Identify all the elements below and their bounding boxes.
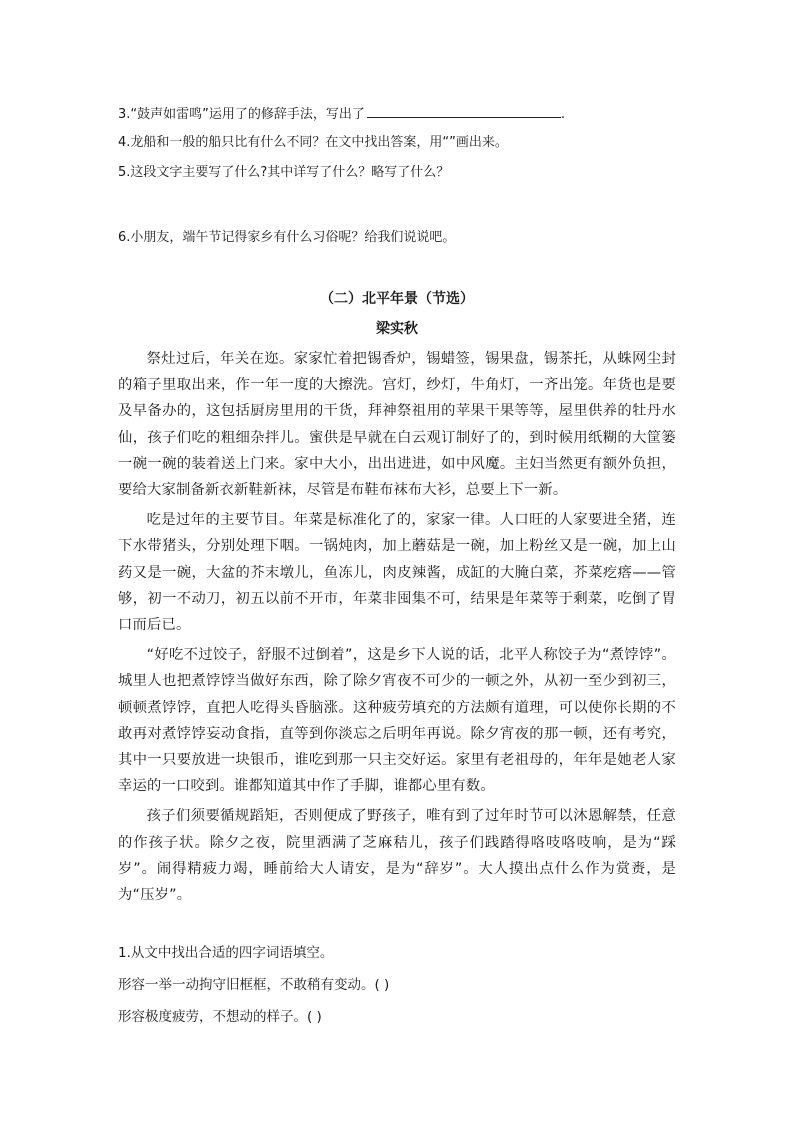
exercise-instruction: 1.从文中找出合适的四字词语填空。 [118,945,334,961]
question-5: 5.这段文字主要写了什么?其中详写了什么？略写了什么？ [118,165,450,180]
paragraph: “好吃不过饺子，舒服不过倒着”，这是乡下人说的话，北平人称饺子为“煮饽饽”。城里人也把煮饽饽当做好东西，除了除夕宵夜不可少的一顿之外，从初一至少到初三，顿顿煮饽饽，直把人吃得头昏脑涨。这种疲劳填充的方法颇有道理，可以使你长期的不敢再对煮饽饽妄动食指，直等到你淡忘之后明年再说。除夕宵夜的那一顿，还有考究，其中一只要放进一块银币，谁吃到那一只主交好运。家里有老祖母的，年年是她老人家幸运的一口咬到。谁都知道其中作了手脚，谁都心里有数。 [118,647,676,795]
answer-blank[interactable] [367,103,561,118]
question-3 [118,103,565,125]
section-title: （二）北平年景（节选） [320,291,474,307]
question-6: 6.小朋友，端午节记得家乡有什么习俗呢？给我们说说吧。 [118,230,456,245]
question-3-tail: . [560,107,566,122]
question-3-text: 3.“鼓声如雷鸣”运用了的修辞手法，写出了 [118,107,365,122]
exercise-item-1: 形容一举一动拘守旧框框，不敢稍有变动。( ) [118,977,390,993]
paragraph: 吃是过年的主要节目。年菜是标准化了的，家家一律。人口旺的人家要进全猪，连下水带猪头，分别处理下咽。一锅炖肉，加上蘑菇是一碗，加上粉丝又是一碗，加上山药又是一碗，大盆的芥末墩儿，鱼冻儿，肉皮辣酱，成缸的大腌白菜，芥菜疙瘩——管够，初一不动刀，初五以前不开市，年菜非囤集不可，结果是年菜等于剩菜，吃倒了胃口而后已。 [118,512,676,634]
article-body [118,346,676,912]
paragraph: 孩子们须要循规蹈矩，否则便成了野孩子，唯有到了过年时节可以沐恩解禁，任意的作孩子状。除夕之夜，院里洒满了芝麻秸儿，孩子们践踏得咯吱咯吱响，是为“踩岁”。闹得精疲力竭，睡前给大人请安，是为“辞岁”。大人摸出点什么作为赏赉，是为“压岁”。 [118,808,676,904]
section-author: 梁实秋 [376,321,418,337]
paragraph: 祭灶过后，年关在迩。家家忙着把锡香炉，锡蜡签，锡果盘，锡茶托，从蛛网尘封的箱子里取出来，作一年一度的大擦洗。宫灯，纱灯，牛角灯，一齐出笼。年货也是要及早备办的，这包括厨房里用的干货，拜神祭祖用的苹果干果等等，屋里供养的牡丹水仙，孩子们吃的粗细杂拌儿。蜜供是早就在白云观订制好了的，到时候用纸糊的大筐篓一碗一碗的装着送上门来。家中大小，出出进进，如中风魔。主妇当然更有额外负担，要给大家制备新衣新鞋新袜，尽管是布鞋布袜布大衫，总要上下一新。 [118,351,676,499]
exercise-item-2: 形容极度疲劳，不想动的样子。( ) [118,1009,322,1025]
question-4: 4.龙船和一般的船只比有什么不同？在文中找出答案，用“”画出来。 [118,135,508,150]
